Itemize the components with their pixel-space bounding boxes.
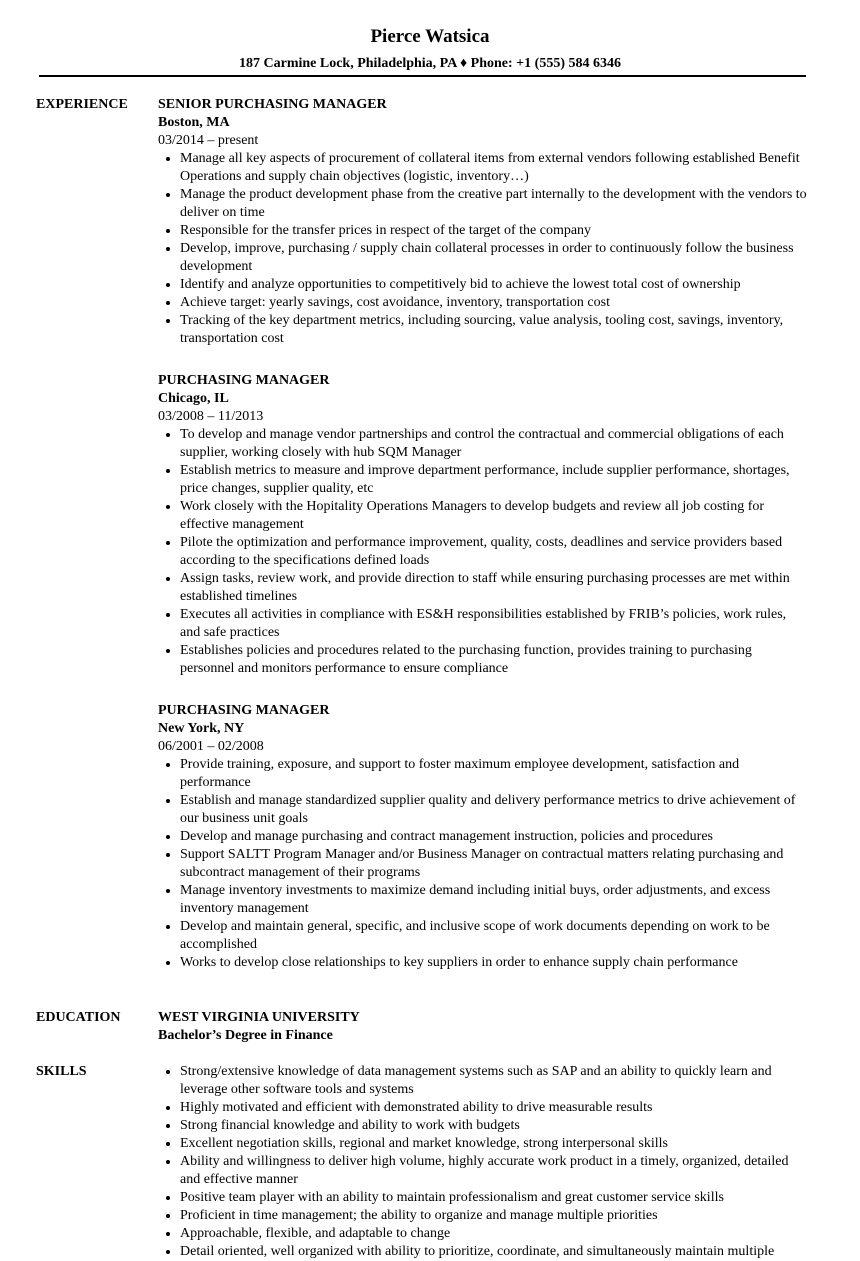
skill-item: • Excellent negotiation skills, regional and market knowledge, strong interpersonal skills: [180, 1135, 808, 1153]
bullet-item: • Identify and analyze opportunities to competitively bid to achieve the lowest total cost of ownership: [180, 276, 808, 294]
job-dates: 03/2014 – present: [158, 133, 259, 148]
section-label-skills: SKILLS: [36, 1064, 87, 1079]
skill-item: • Approachable, flexible, and adaptable to change: [180, 1225, 808, 1243]
bullet-item: • To develop and manage vendor partnerships and control the contractual and commercial obligations of each supplier, working closely with hub SQM Manager: [180, 426, 808, 462]
bullet-item: • Manage the product development phase from the creative part internally to the development with the vendors to deliver on time: [180, 186, 808, 222]
school-name: WEST VIRGINIA UNIVERSITY: [158, 1010, 360, 1025]
section-label-education: EDUCATION: [36, 1010, 121, 1025]
contact-line: 187 Carmine Lock, Philadelphia, PA ♦ Phone: +1 (555) 584 6346: [239, 56, 621, 71]
bullet-item: • Assign tasks, review work, and provide direction to staff while ensuring purchasing processes are met within established timelines: [180, 570, 808, 606]
skills-content: [158, 1063, 808, 1261]
job-location: New York, NY: [158, 721, 245, 736]
section-label-experience: EXPERIENCE: [36, 97, 128, 112]
job-bullets: [158, 426, 808, 678]
bullet-item: • Manage inventory investments to maximize demand including initial buys, order adjustments, and excess inventory management: [180, 882, 808, 918]
skill-item: • Highly motivated and efficient with demonstrated ability to drive measurable results: [180, 1099, 808, 1117]
bullet-item: • Work closely with the Hopitality Operations Managers to develop budgets and review all job costing for effective management: [180, 498, 808, 534]
bullet-item: • Establish and manage standardized supplier quality and delivery performance metrics to drive achievement of our business unit goals: [180, 792, 808, 828]
bullet-item: • Provide training, exposure, and support to foster maximum employee development, satisfaction and performance: [180, 756, 808, 792]
bullet-item: • Responsible for the transfer prices in respect of the target of the company: [180, 222, 808, 240]
job-dates: 06/2001 – 02/2008: [158, 739, 264, 754]
bullet-item: • Pilote the optimization and performance improvement, quality, costs, deadlines and service providers based according to the specifications defined loads: [180, 534, 808, 570]
bullet-item: • Develop and maintain general, specific, and inclusive scope of work documents depending on work to be accomplished: [180, 918, 808, 954]
skill-item: • Proficient in time management; the ability to organize and manage multiple priorities: [180, 1207, 808, 1225]
skill-item: • Strong/extensive knowledge of data management systems such as SAP and an ability to quickly learn and leverage other software tools and systems: [180, 1063, 808, 1099]
job-dates: 03/2008 – 11/2013: [158, 409, 264, 424]
bullet-item: • Manage all key aspects of procurement of collateral items from external vendors following established Benefit Operations and supply chain objectives (logistic, inventory…): [180, 150, 808, 186]
skills-section: [0, 1063, 860, 1261]
bullet-item: • Works to develop close relationships to key suppliers in order to enhance supply chain performance: [180, 954, 808, 972]
bullet-item: • Develop and manage purchasing and contract management instruction, policies and procedures: [180, 828, 808, 846]
job-location: Chicago, IL: [158, 391, 229, 406]
skill-item: • Strong financial knowledge and ability to work with budgets: [180, 1117, 808, 1135]
job-location: Boston, MA: [158, 115, 230, 130]
job-bullets: [158, 756, 808, 972]
job-title: SENIOR PURCHASING MANAGER: [158, 97, 387, 112]
header-divider: [39, 75, 806, 77]
skill-item: • Positive team player with an ability to maintain professionalism and great customer service skills: [180, 1189, 808, 1207]
job-entry: [158, 96, 808, 348]
bullet-item: • Support SALTT Program Manager and/or Business Manager on contractual matters relating purchasing and subcontract management of their programs: [180, 846, 808, 882]
skills-bullets: [158, 1063, 808, 1261]
bullet-item: • Establish metrics to measure and improve department performance, include supplier performance, shortages, price changes, supplier quality, etc: [180, 462, 808, 498]
bullet-item: • Achieve target: yearly savings, cost avoidance, inventory, transportation cost: [180, 294, 808, 312]
education-section: [0, 1009, 860, 1045]
job-entry: [158, 372, 808, 678]
job-title: PURCHASING MANAGER: [158, 373, 330, 388]
candidate-name: Pierce Watsica: [370, 26, 490, 47]
job-title: PURCHASING MANAGER: [158, 703, 330, 718]
degree-name: Bachelor’s Degree in Finance: [158, 1028, 333, 1043]
skill-item: • Detail oriented, well organized with ability to prioritize, coordinate, and simultaneously maintain multiple: [180, 1243, 808, 1261]
bullet-item: • Develop, improve, purchasing / supply chain collateral processes in order to continuously follow the business development: [180, 240, 808, 276]
bullet-item: • Executes all activities in compliance with ES&H responsibilities established by FRIB’s policies, work rules, and safe practices: [180, 606, 808, 642]
education-content: [158, 1009, 808, 1045]
experience-section: [0, 96, 860, 991]
bullet-item: • Establishes policies and procedures related to the purchasing function, provides training to purchasing personnel and monitors performance to ensure compliance: [180, 642, 808, 678]
skill-item: • Ability and willingness to deliver high volume, highly accurate work product in a timely, organized, detailed and effective manner: [180, 1153, 808, 1189]
bullet-item: • Tracking of the key department metrics, including sourcing, value analysis, tooling cost, savings, inventory, transportation cost: [180, 312, 808, 348]
experience-content: [158, 96, 808, 991]
job-entry: [158, 702, 808, 972]
job-bullets: [158, 150, 808, 348]
